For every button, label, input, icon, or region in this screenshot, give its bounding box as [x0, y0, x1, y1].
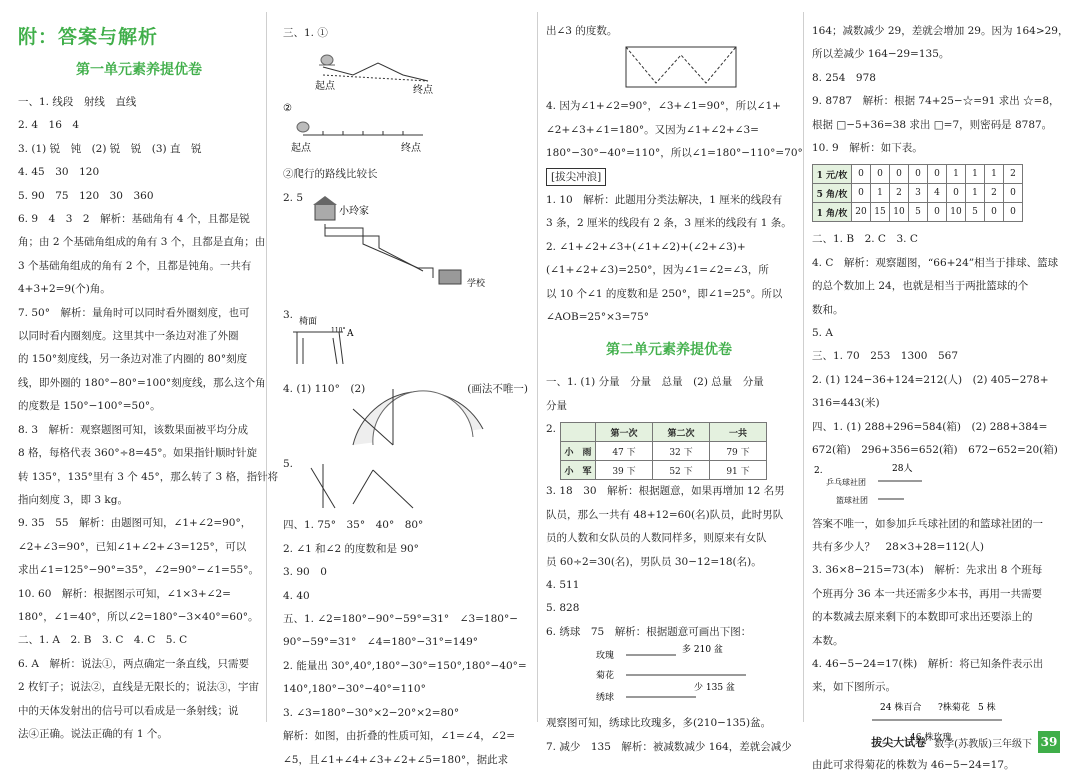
map-diagram [283, 196, 528, 296]
table-cell: 1 元/枚 [813, 165, 852, 184]
table-cell: 1 角/枚 [813, 203, 852, 222]
table-cell: 2 [1004, 165, 1023, 184]
text-line: 8. 254 978 [812, 71, 876, 84]
table-cell: 20 [852, 203, 871, 222]
seg-five: 5 株 [978, 702, 996, 713]
flower-bar-diagram [546, 644, 792, 708]
seg-lily: 24 株百合 [880, 702, 922, 713]
table-cell: 小 雨 [561, 442, 596, 461]
text-line: 5. 90 75 120 30 360 [18, 189, 154, 202]
q2-label: 2. 5 [283, 191, 304, 204]
table-cell: 0 [1004, 203, 1023, 222]
table-cell: 47 下 [596, 442, 653, 461]
snail-icon-2 [297, 122, 309, 132]
text-line: 4. 46−5−24=17(株) 解析：将已知条件表示出 [812, 657, 1044, 670]
text-line: 的度数是 150°−100°=50°。 [18, 400, 161, 413]
text-line: 以同时看内圈刻度。这里其中一条边对准了外圈 [18, 330, 239, 343]
table-cell: 1 [966, 184, 985, 203]
text-line: 个班再分 36 本一共还需多少本书，再用一共需要 [812, 587, 1043, 600]
table-cell: 32 下 [653, 442, 710, 461]
text-line: 4. 45 30 120 [18, 166, 100, 179]
text-line: 9. 8787 解析：根据 74+25−☆=91 求出 ☆=8， [812, 95, 1060, 108]
table-cell: 10 [947, 203, 966, 222]
text-line: 5. 828 [546, 602, 580, 615]
text-line: 3 条，2 厘米的线段有 2 条，3 厘米的线段有 1 条。 [546, 217, 792, 230]
text-line: 2. ∠1 和∠2 的度数和是 90° [283, 542, 419, 555]
unit2-title: 第二单元素养提优卷 [606, 342, 732, 359]
col4-text-c [812, 513, 1060, 700]
text-line: 线，即外圈的 180°−80°=100°刻度线，那么这个角 [18, 376, 266, 389]
text-line: 2. 4 16 4 [18, 119, 80, 132]
table-cell: 5 [909, 203, 928, 222]
table-cell: 79 下 [710, 442, 767, 461]
col4-text-b [812, 228, 1060, 462]
text-line: 来，如下图所示。 [812, 681, 896, 694]
table-cell: 4 [928, 184, 947, 203]
table-cell: 1 [966, 165, 985, 184]
text-line: 2. (1) 124−36+124=212(人) (2) 405−278+ [812, 373, 1049, 386]
text-line: 二、1. B 2. C 3. C [812, 233, 918, 246]
text-line: 2 枚钉子；说法②，直线是无限长的；说法③，宇宙 [18, 681, 260, 694]
table-header-cell: 一共 [710, 423, 767, 442]
fold-diagram [546, 43, 792, 91]
table-cell: 0 [985, 203, 1004, 222]
seg-total: 46 株玫瑰 [910, 732, 952, 743]
q4-note: (画法不唯一) [467, 382, 528, 395]
table-row [813, 165, 1023, 184]
text-line: 4. C 解析：观察题图，“66+24”相当于排球、篮球 [812, 256, 1059, 269]
circle-2: ② [283, 103, 292, 115]
text-line: 的本数减去原来剩下的本数即可求出还要添上的 [812, 611, 1033, 624]
text-line: 6. 9 4 3 2 解析：基础角有 4 个，且都是锐 [18, 213, 250, 226]
section3-head: 三、1. ① [283, 27, 328, 39]
boxed-heading [546, 166, 792, 189]
text-line: 角；由 2 个基础角组成的角有 3 个，且都是直角；由 [18, 236, 266, 249]
column-2 [283, 0, 528, 766]
table-cell: 2 [985, 184, 1004, 203]
answers-title: 附：答案与解析 [18, 26, 159, 48]
table-row [561, 442, 767, 461]
text-line: 3. 18 30 解析：根据题意，如果再增加 12 名男 [546, 485, 785, 498]
table-cell: 0 [852, 165, 871, 184]
point-a-label: A [347, 328, 354, 339]
table-row [813, 184, 1023, 203]
text-line: 观察图可知，绣球比玫瑰多，多(210−135)盆。 [546, 717, 772, 730]
table-cell: 3 [909, 184, 928, 203]
protractor-diagram [283, 389, 528, 449]
table-cell: 39 下 [596, 461, 653, 480]
angle-label: 110° [331, 326, 346, 334]
club-label-2: 篮球社团 [836, 495, 868, 505]
column-3 [546, 0, 803, 763]
route-diagram-1 [283, 45, 528, 95]
text-line: 员 60÷2=30(名)，男队员 30−12=18(名)。 [546, 555, 762, 568]
text-line: 答案不唯一，如参加乒乓球社团的和篮球社团的一 [812, 517, 1043, 530]
text-line: 1. 10 解析：此题用分类法解决，1 厘米的线段有 [546, 194, 783, 207]
table-cell: 0 [871, 165, 890, 184]
table-header-cell: 第一次 [596, 423, 653, 442]
school-icon [439, 270, 461, 284]
coin-table [812, 164, 1023, 222]
end-label-2: 终点 [401, 143, 421, 155]
unit1-title: 第一单元素养提优卷 [76, 62, 202, 78]
bar-label-2: 菊花 [596, 671, 615, 682]
table-row [813, 203, 1023, 222]
text-line: 一、1. (1) 分量 分量 总量 (2) 总量 分量 [546, 376, 764, 389]
club-note: 28人 [892, 463, 913, 474]
table-cell: 小 军 [561, 461, 596, 480]
club-bar-diagram [812, 463, 1060, 509]
text-line: 6. 绣球 75 解析：根据题意可画出下图： [546, 625, 752, 638]
table-cell: 5 角/枚 [813, 184, 852, 203]
table-cell: 0 [928, 203, 947, 222]
bar-label-3: 绣球 [596, 693, 615, 704]
column-1 [18, 0, 279, 763]
table-header-cell [561, 423, 596, 442]
text-line: 四、1. (1) 288+296=584(箱) (2) 288+384= [812, 420, 1048, 433]
text-line: 7. 50° 解析：量角时可以同时看外圈刻度，也可 [18, 306, 250, 319]
col2-text [283, 514, 528, 771]
text-line: 数和。 [812, 303, 844, 316]
q5-label: 5. [283, 458, 294, 471]
bar-label-1: 玫瑰 [596, 651, 615, 662]
bar-note-more: 多 210 盆 [682, 645, 723, 656]
start-label-2: 起点 [291, 143, 311, 155]
text-line: 3 个基础角组成的角有 2 个，且都是钝角。一共有 [18, 259, 252, 272]
col3-text-c [546, 371, 792, 418]
text-line: (∠1+∠2+∠3)=250°，因为∠1=∠2=∠3，所 [546, 264, 769, 277]
text-line: 员的人数和女队员的人数同样多，则原来有女队 [546, 532, 767, 545]
col3-text-e [546, 712, 792, 759]
text-line: 的总个数加上 24，也就是相当于两批篮球的个 [812, 280, 1029, 293]
text-line: 164；减数减少 29，差就会增加 29。因为 164>29， [812, 25, 1069, 37]
table-header-cell: 第二次 [653, 423, 710, 442]
table-cell: 52 下 [653, 461, 710, 480]
text-line: 3. ∠3=180°−30°×2−20°×2=80° [283, 706, 460, 719]
text-line: 五、1. ∠2=180°−90°−59°=31° ∠3=180°− [283, 613, 519, 626]
table-cell: 1 [947, 165, 966, 184]
text-line: 共有多少人？ 28×3+28=112(人) [812, 540, 985, 553]
text-line: 求出∠1=125°−90°=35°，∠2=90°−∠1=55°。 [18, 564, 259, 577]
col3-top-line: 出∠3 的度数。 [546, 25, 618, 37]
text-line: 180°−30°−40°=110°，所以∠1=180°−110°=70° [546, 147, 803, 160]
footer-brand: 拔尖大试卷 [871, 736, 927, 749]
text-line: 3. 36×8−215=73(本) 解析：先求出 8 个班每 [812, 564, 1043, 577]
text-line: 5. A [812, 327, 833, 340]
start-label: 起点 [315, 81, 335, 93]
house-icon [313, 196, 337, 220]
text-line: 8. 3 解析：观察题图可知，该数果面被平均分成 [18, 423, 249, 436]
q4-label: 4. (1) 110° (2) [283, 382, 366, 395]
bar-note-less: 少 135 盆 [694, 683, 735, 694]
col3-text-d [546, 480, 792, 644]
text-line: 解析：如图，由折叠的性质可知，∠1=∠4，∠2= [283, 730, 516, 743]
table-cell: 1 [871, 184, 890, 203]
text-line: ∠2+∠3=90°，已知∠1+∠2+∠3=125°，可以 [18, 540, 247, 553]
q3-label: 3. [283, 309, 294, 322]
route-diagram-2 [283, 99, 528, 159]
table-cell: 1 [985, 165, 1004, 184]
col1-text [18, 91, 279, 746]
snail-icon [319, 55, 335, 65]
col4-text-a [812, 20, 1069, 160]
text-line: 9. 35 55 解析：由题图可知，∠1+∠2=90°， [18, 517, 252, 530]
school-label: 学校 [467, 279, 486, 290]
text-line: 10. 60 解析：根据图示可知，∠1×3+∠2= [18, 587, 231, 600]
q2-label: 2. [814, 465, 823, 476]
chair-label: 椅面 [299, 316, 318, 327]
home-label: 小玲家 [339, 206, 369, 218]
page-number: 39 [1038, 731, 1060, 753]
text-line: 本数。 [812, 634, 844, 647]
text-line: ∠5，且∠1+∠4+∠3+∠2+∠5=180°，据此求 [283, 753, 509, 766]
jump-table [560, 422, 767, 480]
text-line: 6. A 解析：说法①，两点确定一条直线，只需要 [18, 657, 249, 670]
table-cell: 0 [909, 165, 928, 184]
table-cell: 0 [1004, 184, 1023, 203]
text-line: 8 格，每格代表 360°÷8=45°。如果指针顺时针旋 [18, 447, 258, 460]
text-line: 一、1. 线段 射线 直线 [18, 96, 137, 108]
footer-subject: 数学(苏教版)三年级下 [934, 738, 1032, 750]
text-line: 7. 减少 135 解析：被减数减少 164，差就会减少 [546, 740, 792, 753]
table-cell: 10 [890, 203, 909, 222]
text-line: 中的天体发射出的信号可以看成是一条射线；说 [18, 704, 239, 717]
table-cell: 15 [871, 203, 890, 222]
table-cell: 0 [852, 184, 871, 203]
text-line: 法④正确。说法正确的有 1 个。 [18, 727, 168, 740]
col4-last-line: 由此可求得菊花的株数为 46−5−24=17。 [812, 758, 1015, 771]
page-footer [871, 731, 1060, 753]
table-cell: 2 [890, 184, 909, 203]
text-line: 672(箱) 296+356=652(箱) 672−652=20(箱) [812, 444, 1058, 457]
table-cell: 0 [890, 165, 909, 184]
lines-diagram [283, 464, 528, 510]
text-line: 2. ∠1+∠2+∠3+(∠1+∠2)+(∠2+∠3)+ [546, 240, 746, 253]
seg-mum: ?株菊花 [938, 702, 970, 713]
column-4 [812, 0, 1069, 771]
text-line: 10. 9 解析：如下表。 [812, 142, 923, 155]
table-row [561, 461, 767, 480]
text-line: 4. 因为∠1+∠2=90°，∠3+∠1=90°，所以∠1+ [546, 100, 781, 113]
table-cell: 5 [966, 203, 985, 222]
text-line: 二、1. A 2. B 3. C 4. C 5. C [18, 634, 188, 647]
text-line: 90°−59°=31° ∠4=180°−31°=149° [283, 636, 478, 649]
text-line: 根据 □−5+36=38 求出 □=7，则密码是 8787。 [812, 118, 1053, 131]
text-line: 4+3+2=9(个)角。 [18, 283, 111, 296]
chair-diagram [283, 314, 528, 368]
text-line: 3. 90 0 [283, 566, 327, 579]
text-line: 四、1. 75° 35° 40° 80° [283, 519, 424, 532]
text-line: 140°,180°−30°−40°=110° [283, 683, 426, 696]
table-cell: 0 [928, 165, 947, 184]
text-line: 4. 40 [283, 589, 310, 602]
text-line: 队员，那么一共有 48+12=60(名)队员，此时男队 [546, 508, 784, 521]
text-line: 三、1. 70 253 1300 567 [812, 350, 959, 363]
text-line: 3. (1) 锐 钝 (2) 锐 锐 (3) 直 锐 [18, 142, 202, 155]
text-line: 指向刻度 3，即 3 kg。 [18, 493, 128, 506]
col3-text-b [546, 189, 792, 329]
text-line: 316=443(米) [812, 397, 880, 410]
table-cell: 91 下 [710, 461, 767, 480]
text-line: 的 150°刻度线，另一条边对准了内圈的 80°刻度 [18, 353, 248, 366]
text-line: 所以差减少 164−29=135。 [812, 48, 950, 61]
text-line: ∠AOB=25°×3=75° [546, 311, 650, 324]
text-line: 以 10 个∠1 的度数和是 250°，即∠1=25°。所以 [546, 287, 783, 300]
text-line: 2. 能量出 30°,40°,180°−30°=150°,180°−40°= [283, 659, 527, 672]
table-cell: 0 [947, 184, 966, 203]
text-line: 转 135°，135°里有 3 个 45°，那么转了 3 格，指针将 [18, 470, 279, 483]
challenge-box: [拔尖冲浪] [546, 168, 606, 186]
q1-conclusion: ②爬行的路线比较长 [283, 168, 378, 181]
col3-text-a [546, 95, 803, 165]
text-line: 分量 [546, 399, 567, 412]
q2-label: 2. [546, 423, 557, 436]
text-line: 4. 511 [546, 578, 580, 591]
end-label: 终点 [413, 85, 433, 97]
text-line: 180°，∠1=40°，所以∠2=180°−3×40°=60°。 [18, 610, 259, 623]
text-line: ∠2+∠3+∠1=180°。又因为∠1+∠2+∠3= [546, 123, 759, 136]
club-label-1: 乒乓球社团 [826, 477, 866, 487]
